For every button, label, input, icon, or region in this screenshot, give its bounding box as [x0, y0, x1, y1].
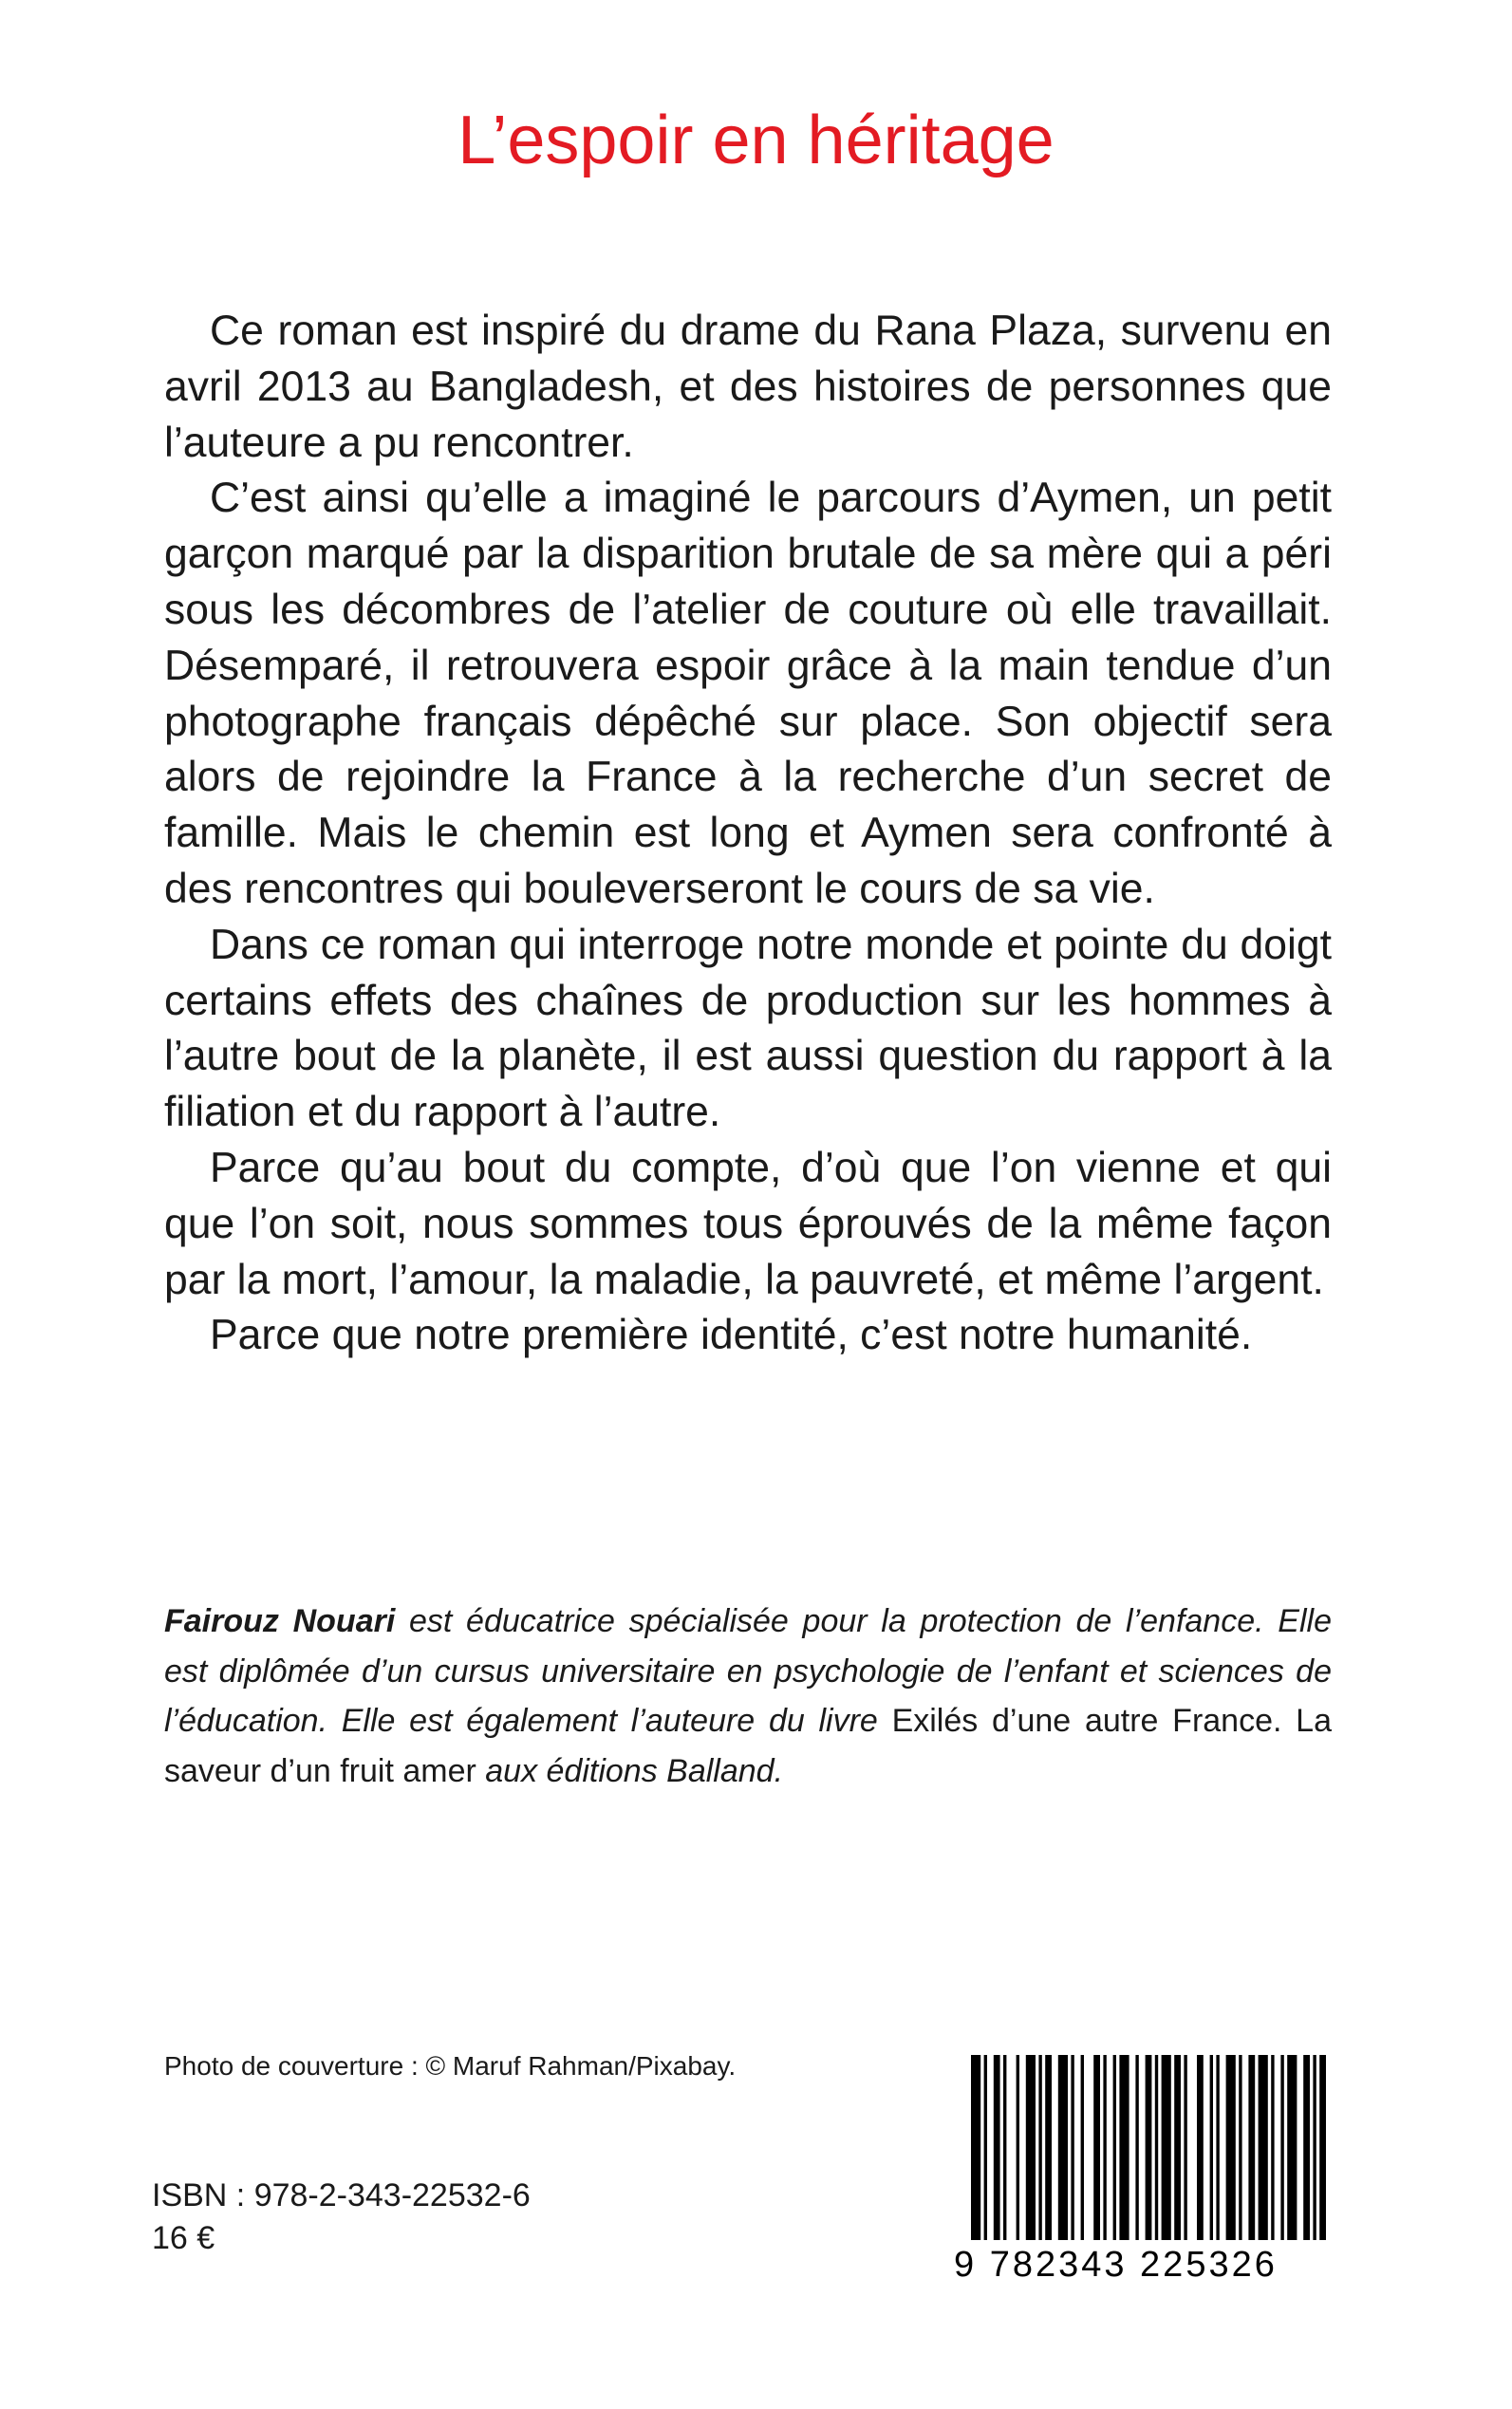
synopsis — [164, 304, 1332, 1364]
barcode-bar — [1174, 2055, 1181, 2240]
barcode-bar — [1303, 2055, 1310, 2240]
barcode-bar — [1119, 2055, 1129, 2240]
barcode-bar — [1239, 2055, 1241, 2240]
barcode-bar — [1287, 2055, 1297, 2240]
barcode-bar — [1271, 2055, 1274, 2240]
barcode-bar — [1319, 2055, 1326, 2240]
price: 16 € — [152, 2220, 215, 2256]
barcode-bar — [994, 2055, 1000, 2240]
barcode-bar — [971, 2055, 980, 2240]
barcode-bar — [984, 2055, 987, 2240]
bio-text-1: est éducatrice spécialisée pour la protection de l’enfance. Elle est diplômée d’un cursus universitaire en psychologie de l’enfant et sciences de l’éducation. Elle est également l’auteure du livre — [164, 1603, 1332, 1739]
barcode-bar — [1184, 2055, 1186, 2240]
barcode-bar — [1210, 2055, 1213, 2240]
synopsis-paragraph-2: C’est ainsi qu’elle a imaginé le parcours d’Aymen, un petit garçon marqué par la disparition brutale de sa mère qui a péri sous les décombres de l’atelier de couture où elle travaillait. Désemparé, il retrouvera espoir grâce à la main tendue d’un photographe français dépêché sur place. Son objectif sera alors de rejoindre la France à la recherche d’un secret de famille. Mais le chemin est long et Aymen sera confronté à des rencontres qui bouleverseront le cours de sa vie. — [164, 475, 1332, 912]
barcode-bar — [1259, 2055, 1268, 2240]
author-name: Fairouz Nouari — [164, 1603, 396, 1639]
synopsis-paragraph-4: Parce qu’au bout du compte, d’où que l’on vienne et qui que l’on soit, nous sommes tous éprouvés de la même façon par la mort, l’amour, la maladie, la pauvreté, et même l’argent. — [164, 1144, 1332, 1303]
barcode-bar — [1026, 2055, 1036, 2240]
barcode-bar — [1017, 2055, 1019, 2240]
isbn: ISBN : 978-2-343-22532-6 — [152, 2177, 531, 2213]
barcode-bar — [1248, 2055, 1255, 2240]
barcode-bar — [1313, 2055, 1316, 2240]
previous-book-title: Exilés d’une autre France. La saveur d’un fruit amer — [164, 1703, 1332, 1789]
barcode-bar — [1135, 2055, 1138, 2240]
barcode-bar — [1103, 2055, 1106, 2240]
barcode-bar — [1113, 2055, 1116, 2240]
barcode-bar — [1003, 2055, 1006, 2240]
author-bio — [164, 1597, 1332, 1796]
barcode-bar — [1162, 2055, 1171, 2240]
barcode-bar — [1197, 2055, 1204, 2240]
barcode-bar — [1216, 2055, 1219, 2240]
synopsis-paragraph-1: Ce roman est inspiré du drame du Rana Plaza, survenu en avril 2013 au Bangladesh, et des histoires de personnes que l’auteure a pu rencontrer. — [164, 308, 1332, 466]
barcode-digits: 9 782343 225326 — [954, 2245, 1278, 2285]
barcode — [954, 2055, 1343, 2283]
barcode-bar — [1155, 2055, 1158, 2240]
synopsis-paragraph-3: Dans ce roman qui interroge notre monde et pointe du doigt certains effets des chaînes de production sur les hommes à l’autre bout de la planète, il est aussi question du rapport à la filiation et du rapport à l’autre. — [164, 921, 1332, 1136]
barcode-bars — [954, 2055, 1343, 2245]
bio-text-2: aux éditions Balland. — [476, 1752, 784, 1789]
barcode-bar — [1071, 2055, 1073, 2240]
barcode-bar — [1038, 2055, 1041, 2240]
photo-credit: Photo de couverture : © Maruf Rahman/Pixabay. — [164, 2051, 737, 2081]
barcode-bar — [1058, 2055, 1068, 2240]
barcode-bar — [1146, 2055, 1152, 2240]
synopsis-paragraph-5: Parce que notre première identité, c’est notre humanité. — [210, 1312, 1253, 1359]
barcode-bar — [1093, 2055, 1100, 2240]
barcode-bar — [1226, 2055, 1236, 2240]
book-title: L’espoir en héritage — [457, 103, 1055, 178]
barcode-bar — [1045, 2055, 1052, 2240]
barcode-bar — [1280, 2055, 1283, 2240]
barcode-bar — [1081, 2055, 1084, 2240]
